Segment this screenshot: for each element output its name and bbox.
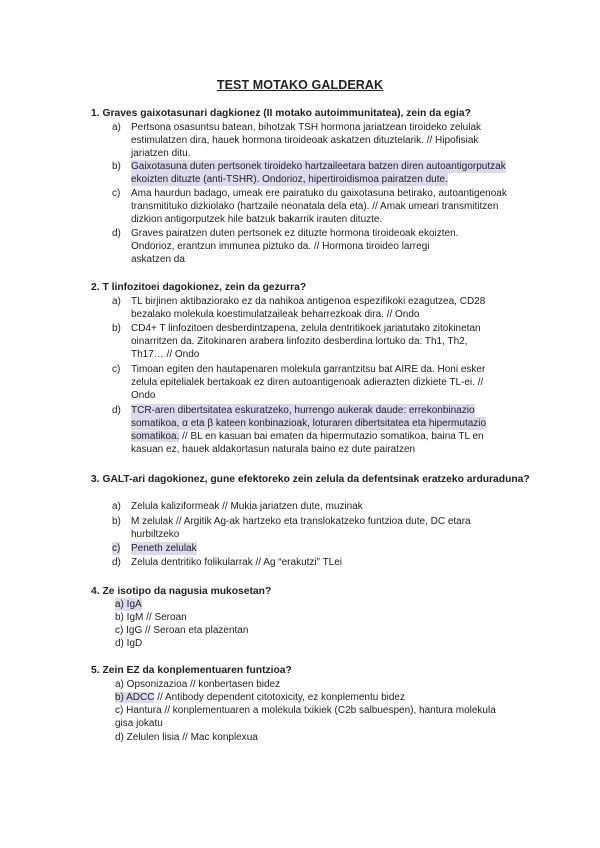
q1-b-line2: ekoizten dituzte (anti-TSHR). Ondorioz, hipertiroidismoa pairatzen dute. xyxy=(131,174,448,185)
page-title: TEST MOTAKO GALDERAK xyxy=(216,78,384,92)
q1-d-line3: askatzen da xyxy=(131,254,185,265)
q4-a: a) IgA xyxy=(115,599,142,610)
q2-a-marker: a) xyxy=(112,296,121,307)
q4-c: c) IgG // Seroan eta plazentan xyxy=(115,625,249,636)
q2-d-line3 xyxy=(131,430,484,443)
q3-b-line2: hurbiltzeko xyxy=(131,529,180,540)
q1-c-line2: transmitituko dizkiolako (hartzaile neonatala dela eta). // Amak umeari transmititzen xyxy=(131,201,499,212)
q5-b-rest: // Antibody dependent citotoxicity, ez konplementu bidez xyxy=(154,692,405,703)
q2-c-marker: c) xyxy=(112,364,121,375)
q2-c-line3: Ondo xyxy=(131,390,156,401)
q2-d-line3-highlight: somatikoa. xyxy=(131,431,180,442)
q2-b-marker: b) xyxy=(112,323,121,334)
q1-b-line1: Gaixotasuna duten pertsonek tiroideko hartzaileetara batzen diren autoantigorputzak xyxy=(131,161,506,172)
question-4: 4. Ze isotipo da nagusia mukosetan? xyxy=(91,586,272,597)
q2-b-line1: CD4+ T linfozitoen desberdintzapena, zelula dentritikoek jariatutako zitokinetan xyxy=(131,323,481,334)
q2-c-line2: zelula epitelialek bertakoak ez diren autoantigenoak adierazten dizkiete TL-ei. // xyxy=(131,377,484,388)
q3-c-marker: c) xyxy=(112,543,121,554)
q4-d: d) IgD xyxy=(115,638,143,649)
q5-b xyxy=(115,691,405,704)
q2-d-line3-rest: // BL en kasuan bai ematen da hipermutazio somatikoa, baina TL en xyxy=(179,431,484,442)
q2-d-marker: d) xyxy=(112,405,121,416)
q2-d-line2: somatikoa, α eta β kateen konbinazioak, loturaren dibertsitatea eta hipermutazio xyxy=(131,418,487,429)
q3-c-line1: Peneth zelulak xyxy=(131,543,197,554)
q5-d: d) Zelulen lisia // Mac konplexua xyxy=(115,732,258,743)
q3-d-line1: Zelula dentritiko folikularrak // Ag “erakutzi” TLei xyxy=(131,557,343,568)
q3-a-line1: Zelula kaliziformeak // Mukia jariatzen dute, muzinak xyxy=(131,501,363,512)
q1-d-line1: Graves pairatzen duten pertsonek ez dituzte hormona tiroideoak ekoizten. xyxy=(131,228,459,239)
question-5: 5. Zein EZ da konplementuaren funtzioa? xyxy=(91,665,292,676)
q1-d-marker: d) xyxy=(112,228,121,239)
q5-c-line1: c) Hantura // konplementuaren a molekula txikiek (C2b salbuespen), hantura molekula xyxy=(115,705,496,716)
q2-b-line2: oinarritzen da. Zitokinaren arabera linfozito desberdina lortuko da: Th1, Th2, xyxy=(131,336,468,347)
q2-a-line2: bezalako molekula koestimulatzaileak beharrezkoak dira. // Ondo xyxy=(131,309,420,320)
q3-b-marker: b) xyxy=(112,516,121,527)
q2-c-line1: Timoan egiten den hautapenaren molekula garrantzitsu bat AIRE da. Honi esker xyxy=(131,364,486,375)
q2-a-line1: TL birjinen aktibaziorako ez da nahikoa antigenoa espezifikoki ezagutzea, CD28 xyxy=(131,296,486,307)
q1-a-line1: Pertsona osasuntsu batean, bihotzak TSH hormona jariatzean tiroideko zelulak xyxy=(131,122,482,133)
q1-c-line3: dizkion antigorputzek hile batzuk bakarrik irauten dituzte. xyxy=(131,214,383,225)
q1-c-line1: Ama haurdun badago, umeak ere pairatuko du gaixotasuna betirako, autoantigenoak xyxy=(131,188,507,199)
q3-d-marker: d) xyxy=(112,557,121,568)
q4-b: b) IgM // Seroan xyxy=(115,612,187,623)
q2-d-line4: kasuan ez, hauek aldakortasun naturala baino ez dute pairatzen xyxy=(131,444,416,455)
q5-b-highlight: b) ADCC xyxy=(115,692,155,703)
q5-c-line2: gisa jokatu xyxy=(115,718,163,729)
q2-b-line3: Th17… // Ondo xyxy=(131,349,200,360)
q1-a-line2: estimulatzen dira, hauek hormona tiroideoak askatzen dituztelarik. // Hipofisiak xyxy=(131,135,479,146)
q1-c-marker: c) xyxy=(112,188,121,199)
q1-a-marker: a) xyxy=(112,122,121,133)
q1-a-line3: jariatzen ditu. xyxy=(131,148,191,159)
q2-d-line1: TCR-aren dibertsitatea eskuratzeko, hurrengo aukerak daude: errekonbinazio xyxy=(131,405,475,416)
q1-b-marker: b) xyxy=(112,161,121,172)
question-2: 2. T linfozitoei dagokionez, zein da gezurra? xyxy=(91,282,307,293)
q3-a-marker: a) xyxy=(112,501,121,512)
q5-a: a) Opsonizazioa // konbertasen bidez xyxy=(115,679,281,690)
question-1: 1. Graves gaixotasunari dagkionez (II motako autoimmunitatea), zein da egia? xyxy=(91,108,471,119)
q1-d-line2: Ondorioz, erantzun immunea piztuko da. // Hormona tiroideo larregi xyxy=(131,241,430,252)
question-3: 3. GALT-ari dagokionez, gune efektoreko zein zelula da defentsinak eratzeko arduraduna? xyxy=(91,474,530,485)
q3-b-line1: M zelulak // Argitik Ag-ak hartzeko eta translokatzeko funtzioa dute, DC etara xyxy=(131,516,471,527)
